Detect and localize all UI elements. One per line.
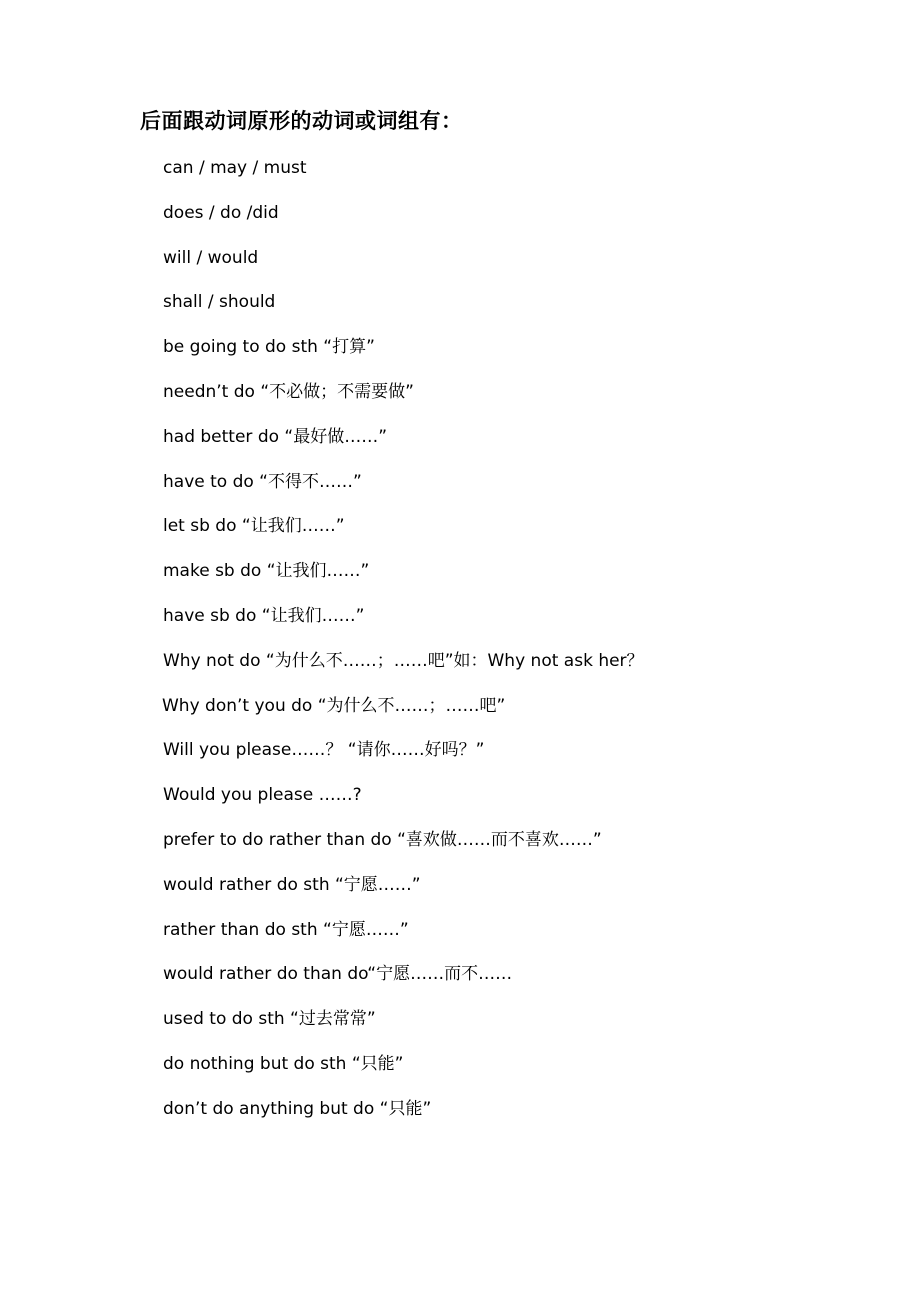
list-item: Will you please……？ “请你……好吗？” — [163, 740, 485, 761]
list-item: rather than do sth “宁愿……” — [163, 919, 409, 940]
list-item: does / do /did — [163, 202, 279, 223]
list-item: be going to do sth “打算” — [163, 337, 375, 358]
page-heading: 后面跟动词原形的动词或词组有： — [140, 109, 463, 133]
list-item: let sb do “让我们……” — [163, 516, 345, 537]
list-item: Why don’t you do “为什么不……；……吧” — [162, 695, 506, 716]
list-item: would rather do sth “宁愿……” — [163, 874, 421, 895]
list-item: make sb do “让我们……” — [163, 561, 370, 582]
list-item: don’t do anything but do “只能” — [163, 1098, 432, 1119]
list-item: had better do “最好做……” — [163, 426, 388, 447]
list-item: used to do sth “过去常常” — [163, 1009, 376, 1030]
list-item: can / may / must — [163, 158, 307, 178]
list-item: prefer to do rather than do “喜欢做……而不喜欢……” — [163, 829, 602, 850]
list-item: will / would — [163, 247, 259, 268]
list-item: Why not do “为什么不……；……吧”如：Why not ask her？ — [163, 650, 644, 671]
list-item: Would you please ……? — [163, 785, 362, 806]
list-item: have sb do “让我们……” — [163, 605, 365, 626]
list-item: shall / should — [163, 292, 276, 313]
list-item: have to do “不得不……” — [163, 471, 362, 492]
list-item: do nothing but do sth “只能” — [163, 1053, 404, 1074]
phrase-list — [163, 155, 644, 1141]
list-item: needn’t do “不必做；不需要做” — [163, 381, 414, 402]
list-item: would rather do than do“宁愿……而不…… — [163, 964, 513, 985]
